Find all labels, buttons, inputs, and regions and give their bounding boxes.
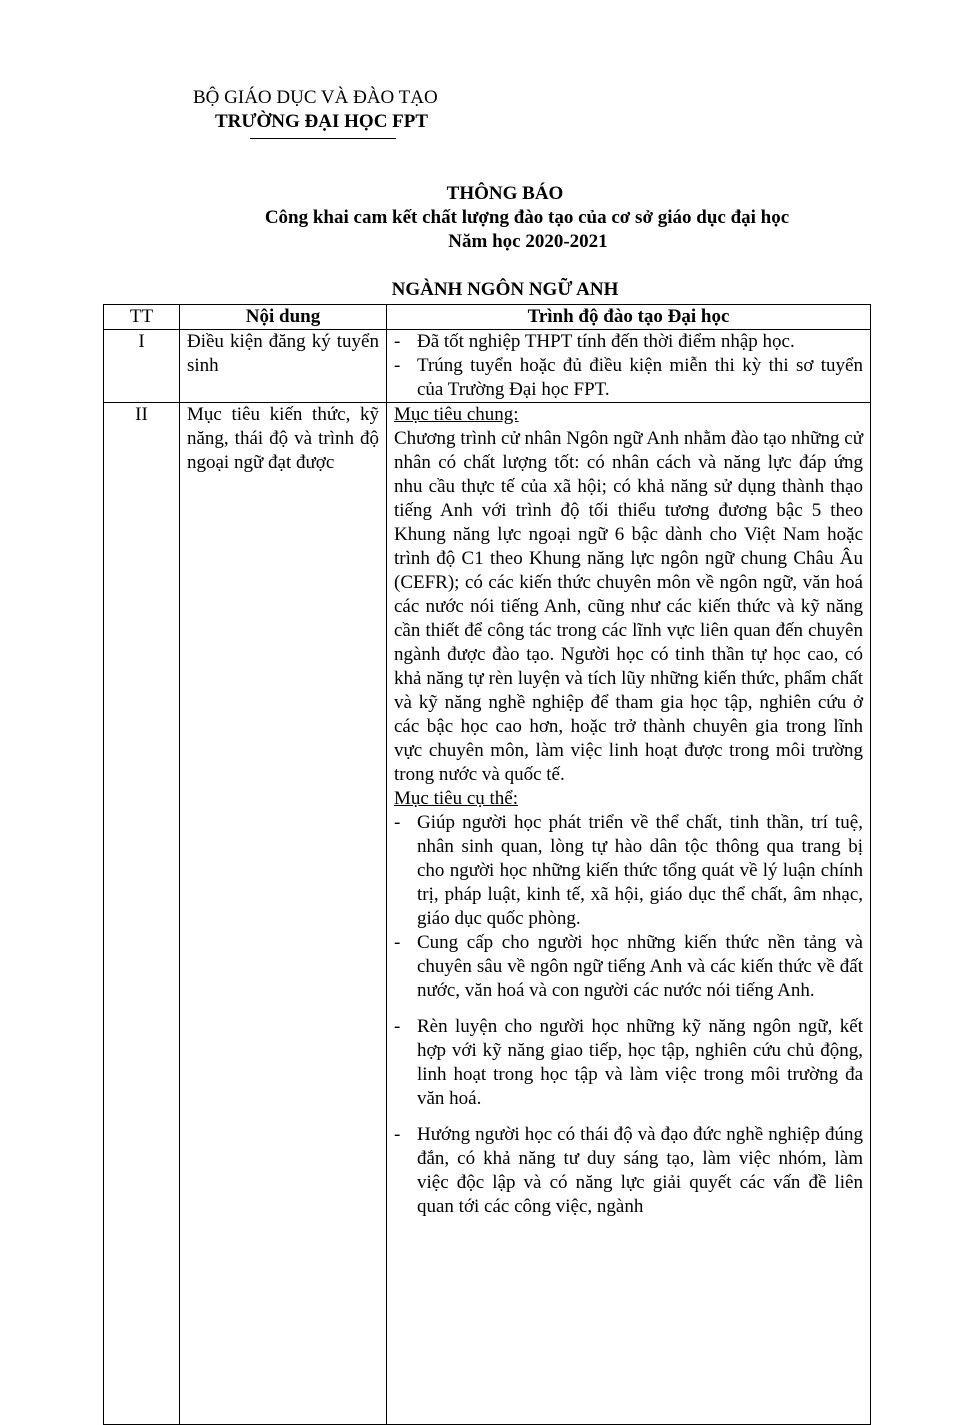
bullet-dash: - bbox=[394, 1016, 401, 1037]
bullet-dash: - bbox=[394, 331, 401, 352]
row-number: II bbox=[104, 403, 180, 1425]
academic-year: Năm học 2020-2021 bbox=[448, 231, 608, 252]
general-objective-heading: Mục tiêu chung: bbox=[394, 404, 519, 425]
major-title: NGÀNH NGÔN NGỮ ANH bbox=[391, 279, 619, 300]
header-level: Trình độ đào tạo Đại học bbox=[387, 305, 871, 330]
commitment-table bbox=[103, 304, 871, 1425]
row-number: I bbox=[104, 330, 180, 403]
header-tt: TT bbox=[104, 305, 180, 330]
list-item: - Đã tốt nghiệp THPT tính đến thời điểm nhập học. bbox=[394, 331, 795, 352]
table-row bbox=[104, 330, 871, 403]
list-item: - Rèn luyện cho người học những kỹ năng ngôn ngữ, kết hợp với kỹ năng giao tiếp, học tập, nghiên cứu chủ động, linh hoạt trong học tập và làm việc trong môi trường đa văn hoá. bbox=[394, 1016, 863, 1109]
bullet-dash: - bbox=[394, 932, 401, 953]
list-item: - Giúp người học phát triển về thể chất, tinh thần, trí tuệ, nhân sinh quan, lòng tự hào dân tộc thông qua trang bị cho người học những kiến thức tổng quát về lý luận chính trị, pháp luật, kinh tế, xã hội, giáo dục thể chất, âm nhạc, giáo dục quốc phòng. bbox=[394, 812, 863, 929]
university-name: TRƯỜNG ĐẠI HỌC FPT bbox=[215, 111, 429, 132]
general-objective-text: Chương trình cử nhân Ngôn ngữ Anh nhằm đào tạo những cử nhân có chất lượng tốt: có nhân cách và năng lực đáp ứng nhu cầu thực tế của xã hội; có khả năng sử dụng thành thạo tiếng Anh với trình độ tối thiểu tương đương bậc 5 theo Khung năng lực ngoại ngữ 6 bậc dành cho Việt Nam hoặc trình độ C1 theo Khung năng lực ngôn ngữ chung Châu Âu (CEFR); có các kiến thức chuyên môn về ngôn ngữ, văn hoá các nước nói tiếng Anh, cũng như các kiến thức và kỹ năng cần thiết để công tác trong các lĩnh vực liên quan đến chuyên ngành được đào tạo. Người học có tinh thần tự học cao, có khả năng tự rèn luyện và tích lũy những kiến thức, phẩm chất và kỹ năng nghề nghiệp để tham gia học tập, nghiên cứu ở các bậc học cao hơn, hoặc trở thành chuyên gia trong lĩnh vực chuyên môn, làm việc linh hoạt được trong môi trường trong nước và quốc tế. bbox=[394, 428, 863, 785]
list-item: - Trúng tuyển hoặc đủ điều kiện miễn thi kỳ thi sơ tuyển của Trường Đại học FPT. bbox=[394, 355, 863, 400]
row-content: Mục tiêu kiến thức, kỹ năng, thái độ và trình độ ngoại ngữ đạt được bbox=[180, 403, 387, 1425]
specific-objective-heading: Mục tiêu cụ thể: bbox=[394, 788, 518, 809]
notice-subtitle: Công khai cam kết chất lượng đào tạo của cơ sở giáo dục đại học bbox=[264, 207, 790, 228]
bullet-dash: - bbox=[394, 355, 401, 376]
ministry-name: BỘ GIÁO DỤC VÀ ĐÀO TẠO bbox=[193, 87, 438, 108]
header-content: Nội dung bbox=[180, 305, 387, 330]
table-header-row bbox=[104, 305, 871, 330]
row-content: Điều kiện đăng ký tuyển sinh bbox=[180, 330, 387, 403]
bullet-dash: - bbox=[394, 1124, 401, 1145]
list-item: - Hướng người học có thái độ và đạo đức nghề nghiệp đúng đắn, có khả năng tư duy sáng tạo, làm việc nhóm, làm việc độc lập và có năng lực giải quyết các vấn đề liên quan tới các công việc, ngành bbox=[394, 1124, 863, 1217]
notice-title: THÔNG BÁO bbox=[446, 183, 564, 204]
table-row bbox=[104, 403, 871, 1425]
row-detail bbox=[387, 330, 871, 403]
header-block bbox=[193, 86, 493, 134]
list-item: - Cung cấp cho người học những kiến thức nền tảng và chuyên sâu về ngôn ngữ tiếng Anh và các kiến thức về đất nước, văn hoá và con người các nước nói tiếng Anh. bbox=[394, 932, 863, 1001]
bullet-dash: - bbox=[394, 812, 401, 833]
header-divider bbox=[250, 138, 396, 139]
row-detail bbox=[387, 403, 871, 1425]
